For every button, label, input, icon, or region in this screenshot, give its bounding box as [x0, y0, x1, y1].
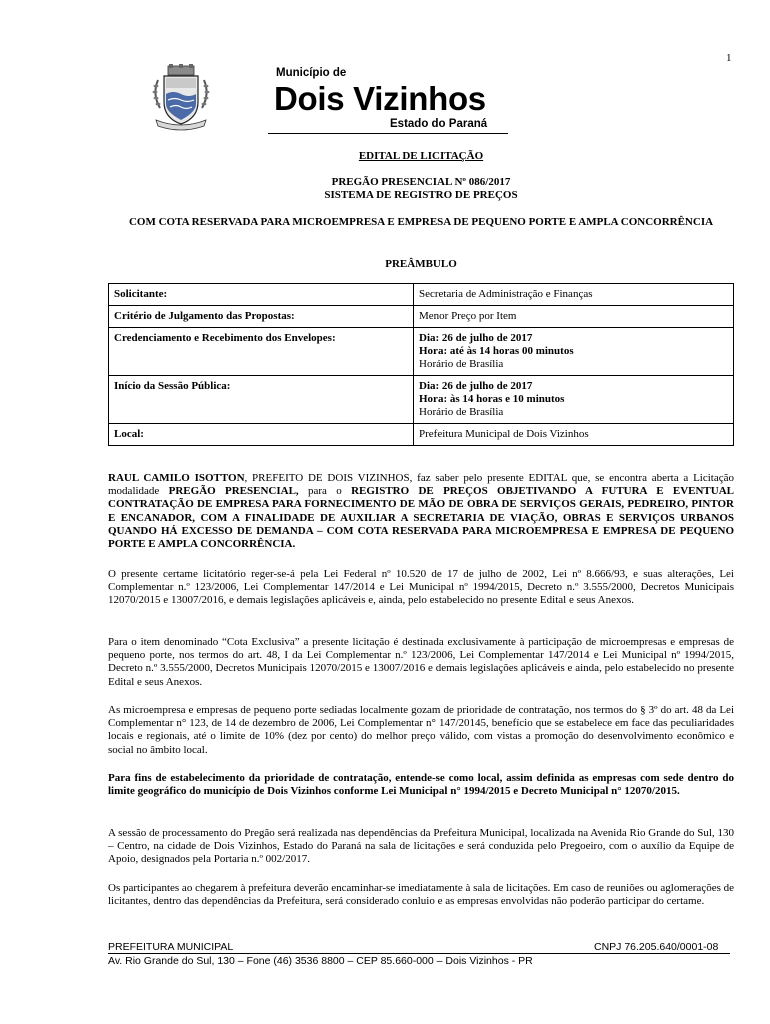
paragraph-legislacao: O presente certame licitatório reger-se-á pela Lei Federal nº 10.520 de 17 de julho de 2002, Lei nº 8.666/93, e suas alterações, Lei Complementar n.º 123/2006, Lei Complementar 147/2014 e Lei Municipal nº 1994/2015, Decreto n.º 3.555/2000, Decretos Municipais 12070/2015 e 13007/2016, e demais legislações aplicáveis e, ainda, pelo estabelecido no presente Edital e seus Anexos. — [108, 568, 734, 607]
footer-address: Av. Rio Grande do Sul, 130 – Fone (46) 3536 8800 – CEP 85.660-000 – Dois Vizinhos - PR — [108, 955, 533, 967]
local-value: Prefeitura Municipal de Dois Vizinhos — [414, 424, 734, 446]
paragraph-abertura — [108, 472, 734, 551]
municipal-coat-of-arms-icon — [150, 64, 212, 132]
inicio-dia: Dia: 26 de julho de 2017 — [419, 380, 533, 392]
header-divider — [268, 133, 508, 134]
table-row — [109, 424, 734, 446]
header-municipio-label: Município de — [276, 67, 347, 79]
table-row — [109, 284, 734, 306]
table-row — [109, 306, 734, 328]
criterio-label: Critério de Julgamento das Propostas: — [109, 306, 414, 328]
credenciamento-value — [414, 328, 734, 376]
paragraph-cota-exclusiva: Para o item denominado “Cota Exclusiva” a presente licitação é destinada exclusivamente à participação de microempresas e empresas de pequeno porte, nos termos do art. 48, I da Lei Complementar n.º 123/2006, Lei Complementar 147/2014 e Lei Municipal nº 1994/2015, Decreto n.º 3.555/2000, Decretos Municipais 12070/2015 e 13007/2016 e demais legislações aplicáveis e ainda, pelo estabelecido no presente Edital e seus Anexos. — [108, 636, 734, 688]
footer-prefeitura: PREFEITURA MUNICIPAL — [108, 941, 234, 953]
footer-divider — [108, 953, 730, 954]
inicio-fuso: Horário de Brasília — [419, 406, 504, 418]
p1-text-a: , PREFEITO DE DOIS VIZINHOS, faz saber pelo presente EDITAL que, se encontra aberta a Licitação modalidade — [108, 472, 734, 498]
header-state-name: Estado do Paraná — [390, 118, 488, 130]
paragraph-definicao-local: Para fins de estabelecimento da prioridade de contratação, entende-se como local, assim definida as empresas com sede dentro do limite geográfico do município de Dois Vizinhos conforme Lei Municipal n° 1994/2015 e Decreto Municipal n° 12070/2015. — [108, 772, 734, 798]
local-label: Local: — [109, 424, 414, 446]
inicio-hora: Hora: às 14 horas e 10 minutos — [419, 393, 565, 405]
cota-reservada-title: COM COTA RESERVADA PARA MICROEMPRESA E EMPRESA DE PEQUENO PORTE E AMPLA CONCORRÊNCIA — [128, 216, 714, 228]
credenciamento-dia: Dia: 26 de julho de 2017 — [419, 332, 533, 344]
preamble-table — [108, 283, 734, 446]
solicitante-value: Secretaria de Administração e Finanças — [414, 284, 734, 306]
header-city-name: Dois Vizinhos — [274, 80, 486, 117]
edital-title: EDITAL DE LICITAÇÃO — [358, 150, 484, 162]
prefeito-name: RAUL CAMILO ISOTTON — [108, 472, 245, 484]
sistema-registro: SISTEMA DE REGISTRO DE PREÇOS — [324, 189, 518, 201]
inicio-label: Início da Sessão Pública: — [109, 376, 414, 424]
credenciamento-fuso: Horário de Brasília — [419, 358, 504, 370]
paragraph-prioridade-local: As microempresa e empresas de pequeno porte sediadas localmente gozam de prioridade de contratação, nos termos do § 3º do art. 48 da Lei Complementar n° 123, de 14 de dezembro de 2006, Lei Complementar n° 147/20145, benefício que se estabelece em face das peculiaridades locais e regionais, até o limite de 10% (dez por cento) do melhor preço válido, com vistas a promoção do desenvolvimento econômico e social no âmbito local. — [108, 704, 734, 756]
p1-objeto: REGISTRO DE PREÇOS OBJETIVANDO A FUTURA E EVENTUAL CONTRATAÇÃO DE EMPRESA PARA FORNECIMENTO DE MÃO DE OBRA DE SERVIÇOS GERAIS, PEDREIRO, PINTOR E ENCANADOR, COM A FINALIDADE DE AUXILIAR A SECRETARIA DE VIAÇÃO, OBRAS E SERVIÇOS URBANOS QUANDO HÁ EXCESSO DE DEMANDA – COM COTA RESERVADA PARA MICROEMPRESA E EMPRESA DE PEQUENO PORTE E AMPLA CONCORRÊNCIA. — [108, 485, 734, 551]
p1-text-c: para o — [298, 485, 352, 498]
p1-modalidade: PREGÃO PRESENCIAL, — [168, 485, 299, 498]
preambulo-heading: PREÂMBULO — [385, 258, 457, 270]
inicio-value — [414, 376, 734, 424]
paragraph-participantes: Os participantes ao chegarem à prefeitura deverão encaminhar-se imediatamente à sala de licitações. Em caso de reuniões ou aglomerações de licitantes, dentro das dependências da Prefeitura, será considerado conluio e as empresas envolvidas não poderão participar do certame. — [108, 882, 734, 908]
table-row — [109, 328, 734, 376]
credenciamento-label: Credenciamento e Recebimento dos Envelopes: — [109, 328, 414, 376]
paragraph-sessao: A sessão de processamento do Pregão será realizada nas dependências da Prefeitura Municipal, localizada na Avenida Rio Grande do Sul, 130 – Centro, na cidade de Dois Vizinhos, Estado do Paraná na sala de licitações e será conduzida pelo Pregoeiro, com o auxílio da Equipe de Apoio, designados pela Portaria n.º 002/2017. — [108, 827, 734, 866]
pregao-number: PREGÃO PRESENCIAL Nº 086/2017 — [331, 176, 511, 188]
table-row — [109, 376, 734, 424]
criterio-value: Menor Preço por Item — [414, 306, 734, 328]
footer-cnpj: CNPJ 76.205.640/0001-08 — [594, 941, 719, 953]
credenciamento-hora: Hora: até às 14 horas 00 minutos — [419, 345, 574, 357]
solicitante-label: Solicitante: — [109, 284, 414, 306]
page-number: 1 — [726, 52, 732, 64]
